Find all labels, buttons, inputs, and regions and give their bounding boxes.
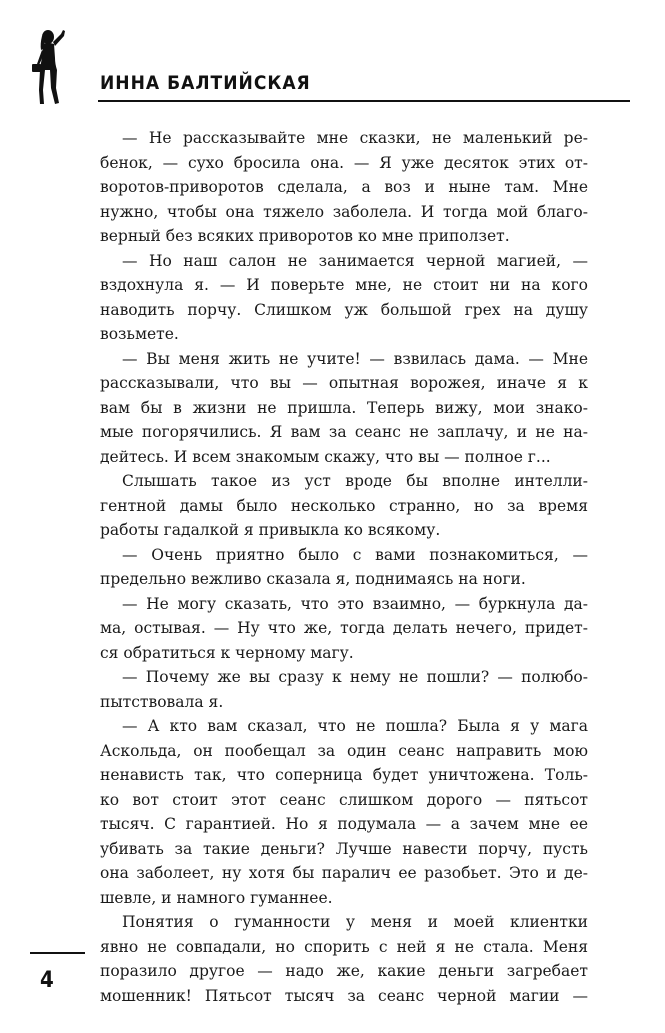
text-line: возьмете. [100, 325, 179, 343]
text-line: ко вот стоит этот сеанс слишком дорого — пятьсот [100, 790, 588, 809]
text-line: воротов-приворотов сделала, а воз и ныне там. Мне [100, 178, 588, 196]
text-line: вздохнула я. — И поверьте мне, не стоит ни на кого [100, 276, 588, 294]
text-line: бенок, — сухо бросила она. — Я уже десяток этих от- [100, 153, 588, 172]
text-line: — А кто вам сказал, что не пошла? Была я у мага [122, 717, 588, 735]
text-line: явно не совпадали, но спорить с ней я не стала. Меня [100, 937, 588, 956]
text-line: нужно, чтобы она тяжело заболела. И тогда мой благо- [100, 202, 588, 221]
running-header [20, 28, 630, 108]
text-line: Слышать такое из уст вроде бы вполне интелли- [122, 472, 588, 490]
text-line: тысяч. С гарантией. Но я подумала — а зачем мне ее [100, 815, 588, 833]
body-text [100, 126, 588, 1008]
text-line: — Вы меня жить не учите! — взвилась дама. — Мне [122, 349, 588, 368]
text-line: — Очень приятно было с вами познакомиться, — [122, 545, 588, 564]
woman-silhouette-icon [28, 28, 76, 106]
text-line: она заболеет, ну хотя бы паралич ее разобьет. Это и де- [100, 864, 588, 882]
text-line: Понятия о гуманности у меня и моей клиентки [122, 913, 588, 931]
text-line: верный без всяких приворотов ко мне приползет. [100, 227, 510, 245]
text-line: — Почему же вы сразу к нему не пошли? — полюбо- [122, 668, 588, 686]
text-line: шевле, и намного гуманнее. [100, 888, 333, 907]
text-line: Аскольда, он пообещал за один сеанс направить мою [100, 741, 588, 760]
text-line: мошенник! Пятьсот тысяч за сеанс черной магии — [100, 986, 588, 1005]
text-line: убивать за такие деньги? Лучше навести порчу, пусть [100, 839, 588, 858]
text-line: дейтесь. И всем знакомым скажу, что вы — полное г... [100, 447, 551, 466]
text-line: рассказывали, что вы — опытная ворожея, иначе я к [100, 374, 588, 392]
text-line: гентной дамы было несколько странно, но за время [100, 496, 588, 515]
author-name: ИННА БАЛТИЙСКАЯ [100, 72, 311, 94]
text-line: мые погорячились. Я вам за сеанс не заплачу, и не на- [100, 423, 588, 441]
text-line: ненависть так, что соперница будет уничтожена. Толь- [100, 766, 588, 784]
text-line: — Но наш салон не занимается черной магией, — [122, 251, 588, 270]
footer-rule [30, 952, 85, 954]
text-line: — Не рассказывайте мне сказки, не маленький ре- [122, 129, 588, 147]
page-number: 4 [40, 968, 54, 993]
text-line: наводить порчу. Слишком уж большой грех на душу [100, 300, 588, 319]
text-line: — Не могу сказать, что это взаимно, — буркнула да- [122, 594, 588, 613]
text-line: поразило другое — надо же, какие деньги загребает [100, 962, 588, 980]
text-line: предельно вежливо сказала я, поднимаясь на ноги. [100, 570, 526, 588]
text-line: пытствовала я. [100, 692, 224, 711]
text-line: вам бы в жизни не пришла. Теперь вижу, мои знако- [100, 398, 588, 417]
text-line: ма, остывая. — Ну что же, тогда делать нечего, придет- [100, 619, 588, 637]
header-rule [98, 100, 630, 102]
text-line: работы гадалкой я привыкла ко всякому. [100, 521, 441, 539]
text-line: ся обратиться к черному магу. [100, 643, 354, 662]
